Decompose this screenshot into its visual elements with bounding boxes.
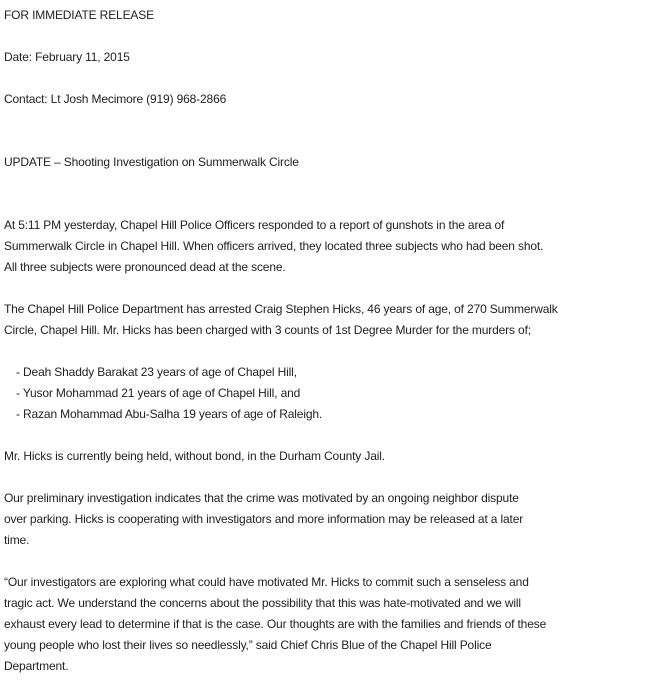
release-title: UPDATE – Shooting Investigation on Summerwalk Circle xyxy=(4,155,299,169)
release-label: FOR IMMEDIATE RELEASE xyxy=(4,8,154,22)
text-line: Department. xyxy=(4,659,69,673)
press-release xyxy=(4,5,558,677)
text-line: time. xyxy=(4,533,30,547)
text-line: Mr. Hicks is currently being held, without bond, in the Durham County Jail. xyxy=(4,449,385,463)
text-line: At 5:11 PM yesterday, Chapel Hill Police Officers responded to a report of gunshots in the area of xyxy=(4,218,505,232)
victim-item: - Razan Mohammad Abu-Salha 19 years of age of Raleigh. xyxy=(16,407,323,421)
paragraph-custody xyxy=(4,446,558,467)
paragraph-arrest xyxy=(4,299,558,341)
text-line: tragic act. We understand the concerns about the possibility that this was hate-motivated and we will xyxy=(4,596,521,610)
paragraph-motive xyxy=(4,488,558,551)
text-line: over parking. Hicks is cooperating with investigators and more information may be released at a later xyxy=(4,512,524,526)
paragraph-quote xyxy=(4,572,558,677)
text-line: The Chapel Hill Police Department has arrested Craig Stephen Hicks, 46 years of age, of 270 Summerwalk xyxy=(4,302,558,316)
text-line: young people who lost their lives so needlessly,” said Chief Chris Blue of the Chapel Hill Police xyxy=(4,638,492,652)
text-line: Our preliminary investigation indicates that the crime was motivated by an ongoing neighbor dispute xyxy=(4,491,519,505)
contact-info: Contact: Lt Josh Mecimore (919) 968-2866 xyxy=(4,92,227,106)
text-line: All three subjects were pronounced dead at the scene. xyxy=(4,260,286,274)
text-line: Circle, Chapel Hill. Mr. Hicks has been charged with 3 counts of 1st Degree Murder for the murders of; xyxy=(4,323,531,337)
victims-list xyxy=(4,362,558,425)
text-line: Summerwalk Circle in Chapel Hill. When officers arrived, they located three subjects who had been shot. xyxy=(4,239,544,253)
paragraph-incident xyxy=(4,215,558,278)
text-line: “Our investigators are exploring what could have motivated Mr. Hicks to commit such a senseless and xyxy=(4,575,529,589)
victim-item: - Yusor Mohammad 21 years of age of Chapel Hill, and xyxy=(16,386,301,400)
release-date: Date: February 11, 2015 xyxy=(4,50,130,64)
victim-item: - Deah Shaddy Barakat 23 years of age of Chapel Hill, xyxy=(16,365,297,379)
text-line: exhaust every lead to determine if that is the case. Our thoughts are with the families and friends of these xyxy=(4,617,547,631)
